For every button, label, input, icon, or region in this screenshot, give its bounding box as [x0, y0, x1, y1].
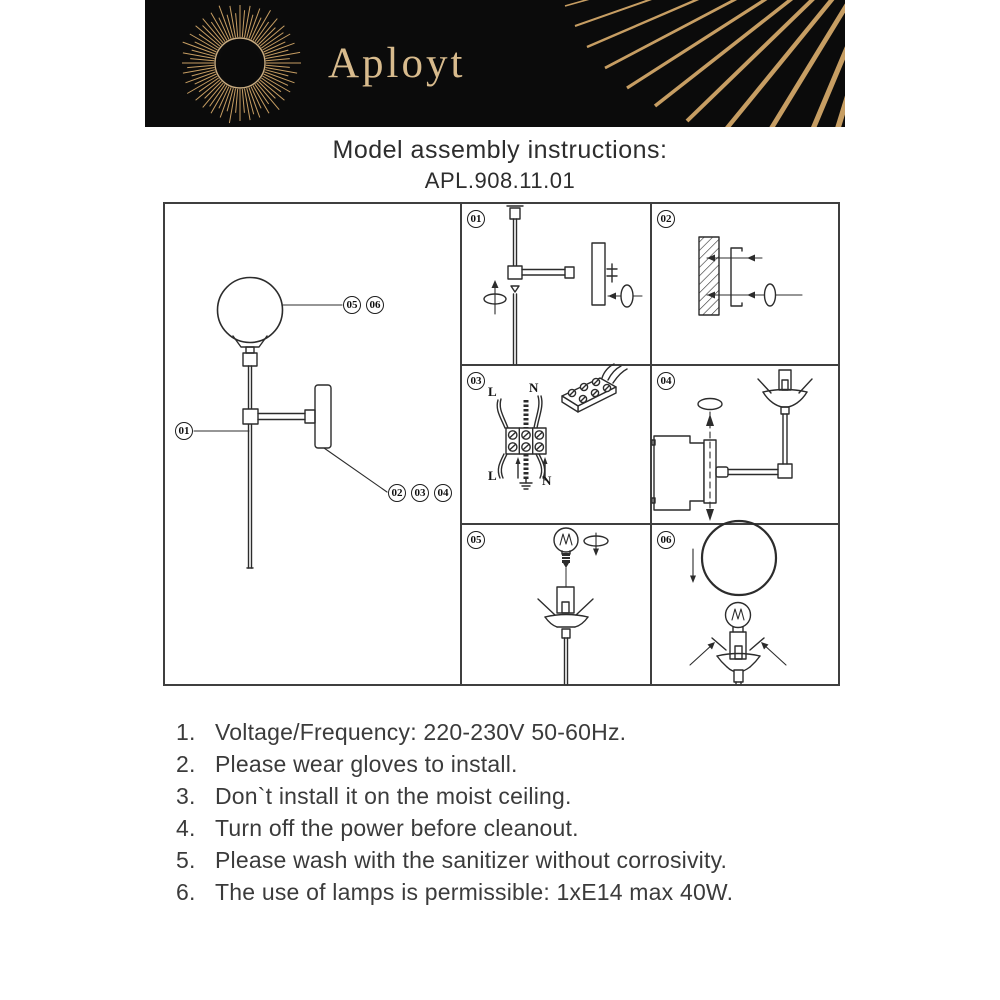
- step-number-badge: 05: [467, 531, 485, 549]
- item-text: Please wash with the sanitizer without corrosivity.: [215, 846, 728, 873]
- step-panel-03: [462, 366, 650, 523]
- step-panel-04: [652, 366, 838, 523]
- overview-panel: [165, 204, 460, 684]
- callout-globe-06: 06: [366, 296, 384, 314]
- brand-wordmark: Aployt: [328, 40, 466, 87]
- item-text: Please wear gloves to install.: [215, 750, 518, 777]
- starburst-logo-icon: [175, 0, 305, 127]
- item-text: Voltage/Frequency: 220-230V 50-60Hz.: [215, 718, 627, 745]
- callout-plate-04: 04: [434, 484, 452, 502]
- assembly-diagram: [163, 202, 840, 686]
- item-number: 5.: [176, 846, 196, 873]
- step-panel-02: [652, 204, 838, 364]
- callout-rod-01: 01: [175, 422, 193, 440]
- item-text: Don`t install it on the moist ceiling.: [215, 782, 572, 809]
- list-item: [176, 716, 856, 748]
- rays-decoration-icon: [525, 0, 845, 127]
- brand-banner: [145, 0, 845, 127]
- list-item: [176, 780, 856, 812]
- item-number: 4.: [176, 814, 196, 841]
- step-05-drawing: [462, 525, 650, 684]
- step-number-badge: 03: [467, 372, 485, 390]
- step-number-badge: 06: [657, 531, 675, 549]
- item-text: The use of lamps is permissible: 1xE14 max 40W.: [215, 878, 734, 905]
- wall-lamp-drawing: [165, 204, 460, 684]
- step-02-drawing: [652, 204, 838, 364]
- page-title: Model assembly instructions:: [332, 136, 668, 164]
- list-item: [176, 876, 856, 908]
- wire-label-line-bottom: L: [488, 468, 497, 483]
- item-number: 2.: [176, 750, 196, 777]
- step-panel-05: [462, 525, 650, 684]
- callout-plate-03: 03: [411, 484, 429, 502]
- step-number-badge: 02: [657, 210, 675, 228]
- step-01-drawing: [462, 204, 650, 364]
- wire-label-line-top: L: [488, 384, 497, 399]
- step-04-drawing: [652, 366, 838, 523]
- step-06-drawing: [652, 525, 838, 684]
- item-number: 6.: [176, 878, 196, 905]
- instructions-list: [176, 716, 856, 908]
- step-number-badge: 01: [467, 210, 485, 228]
- model-number: APL.908.11.01: [424, 168, 576, 193]
- item-number: 1.: [176, 718, 196, 745]
- title-block: [0, 136, 1000, 194]
- list-item: [176, 748, 856, 780]
- callout-plate-02: 02: [388, 484, 406, 502]
- list-item: [176, 844, 856, 876]
- step-panel-06: [652, 525, 838, 684]
- item-text: Turn off the power before cleanout.: [215, 814, 579, 841]
- callout-globe-05: 05: [343, 296, 361, 314]
- wire-label-neutral-bottom: N: [542, 473, 552, 488]
- item-number: 3.: [176, 782, 196, 809]
- list-item: [176, 812, 856, 844]
- step-number-badge: 04: [657, 372, 675, 390]
- wire-label-neutral-top: N: [529, 380, 539, 395]
- step-panel-01: [462, 204, 650, 364]
